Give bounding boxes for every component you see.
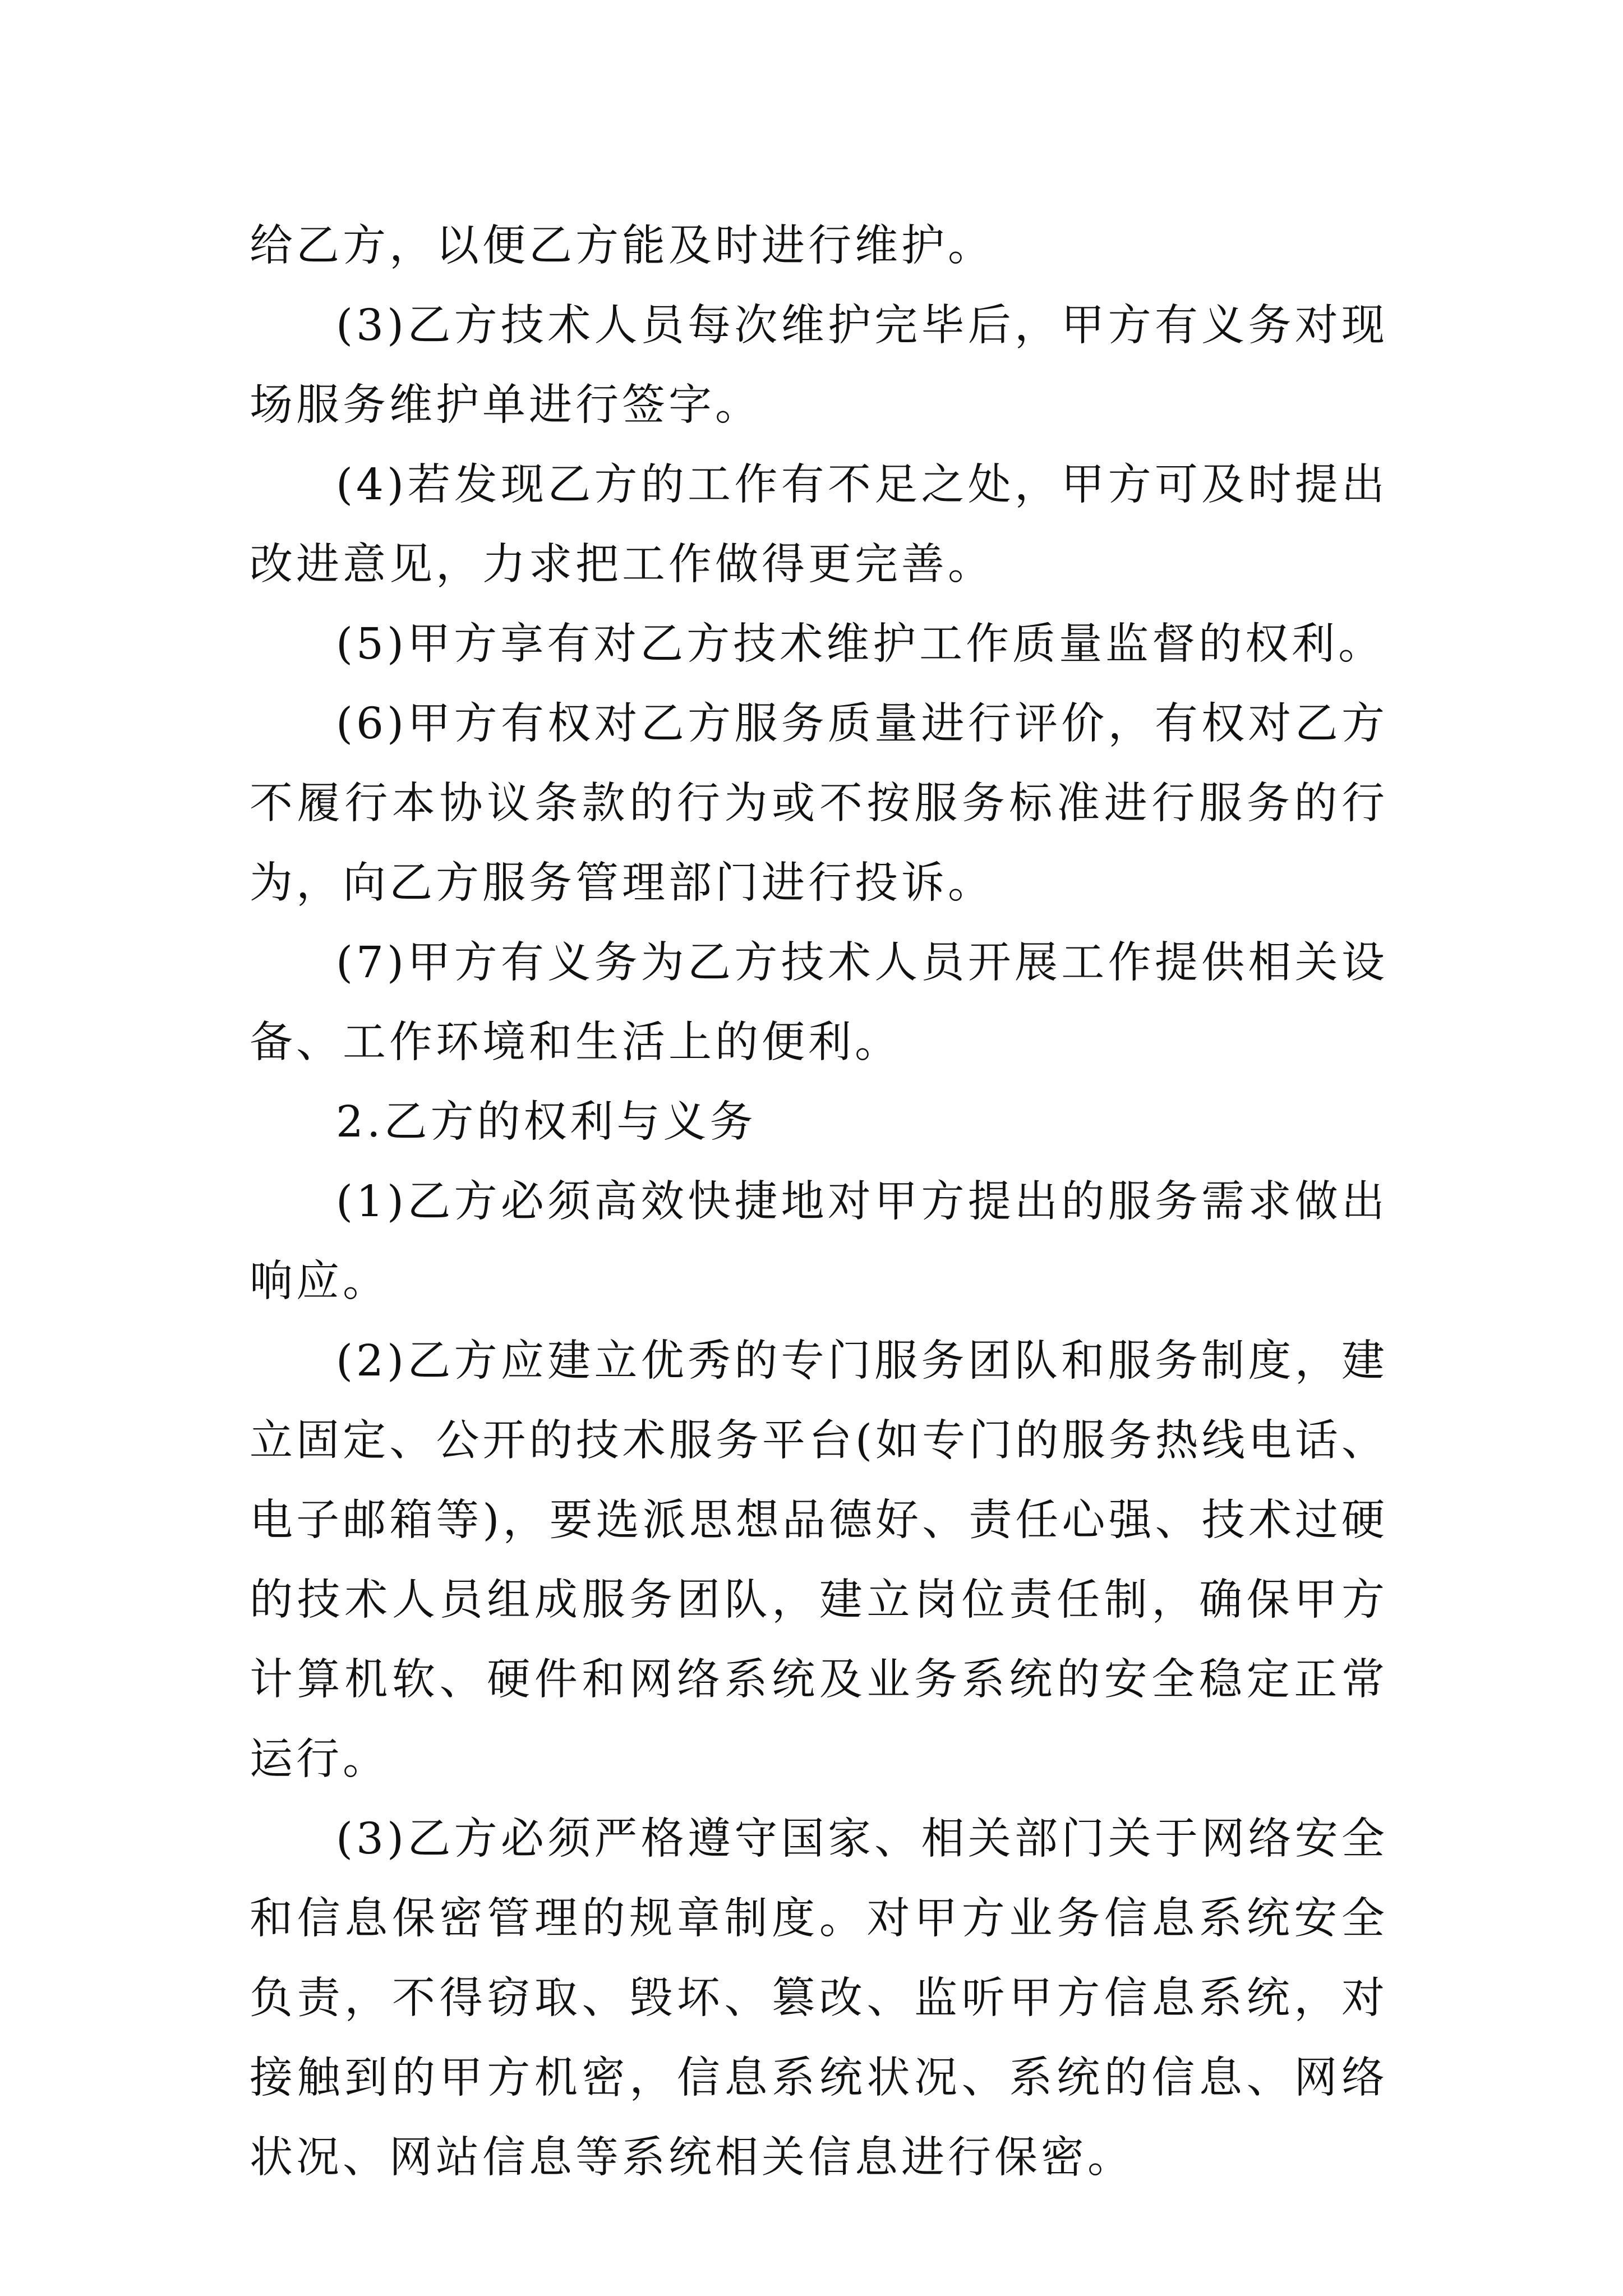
paragraph-item-3-party-b: (3)乙方必须严格遵守国家、相关部门关于网络安全和信息保密管理的规章制度。对甲方业务信息系统安全负责，不得窃取、毁坏、篡改、监听甲方信息系统，对接触到的甲方机密，信息系统状况、系统的信息、网络状况、网站信息等系统相关信息进行保密。	[250, 1814, 1388, 2183]
paragraph-item-2-party-b: (2)乙方应建立优秀的专门服务团队和服务制度，建立固定、公开的技术服务平台(如专门的服务热线电话、电子邮箱等)，要选派思想品德好、责任心强、技术过硬的技术人员组成服务团队，建立岗位责任制，确保甲方计算机软、硬件和网络系统及业务系统的安全稳定正常运行。	[250, 1336, 1388, 1784]
paragraph-item-5-party-a: (5)甲方享有对乙方技术维护工作质量监督的权利。	[336, 619, 1385, 669]
paragraph-item-3-party-a: (3)乙方技术人员每次维护完毕后，甲方有义务对现场服务维护单进行签字。	[250, 301, 1388, 430]
paragraph-item-4-party-a: (4)若发现乙方的工作有不足之处，甲方可及时提出改进意见，力求把工作做得更完善。	[250, 460, 1388, 590]
paragraph-item-7-party-a: (7)甲方有义务为乙方技术人员开展工作提供相关设备、工作环境和生活上的便利。	[250, 938, 1388, 1068]
document-body	[250, 206, 1388, 2198]
paragraph-continuation: 给乙方，以便乙方能及时进行维护。	[250, 221, 994, 271]
section-heading-party-b: 2.乙方的权利与义务	[336, 1097, 757, 1147]
paragraph-item-6-party-a: (6)甲方有权对乙方服务质量进行评价，有权对乙方不履行本协议条款的行为或不按服务标准进行服务的行为，向乙方服务管理部门进行投诉。	[250, 699, 1388, 908]
paragraph-item-1-party-b: (1)乙方必须高效快捷地对甲方提出的服务需求做出响应。	[250, 1177, 1388, 1306]
